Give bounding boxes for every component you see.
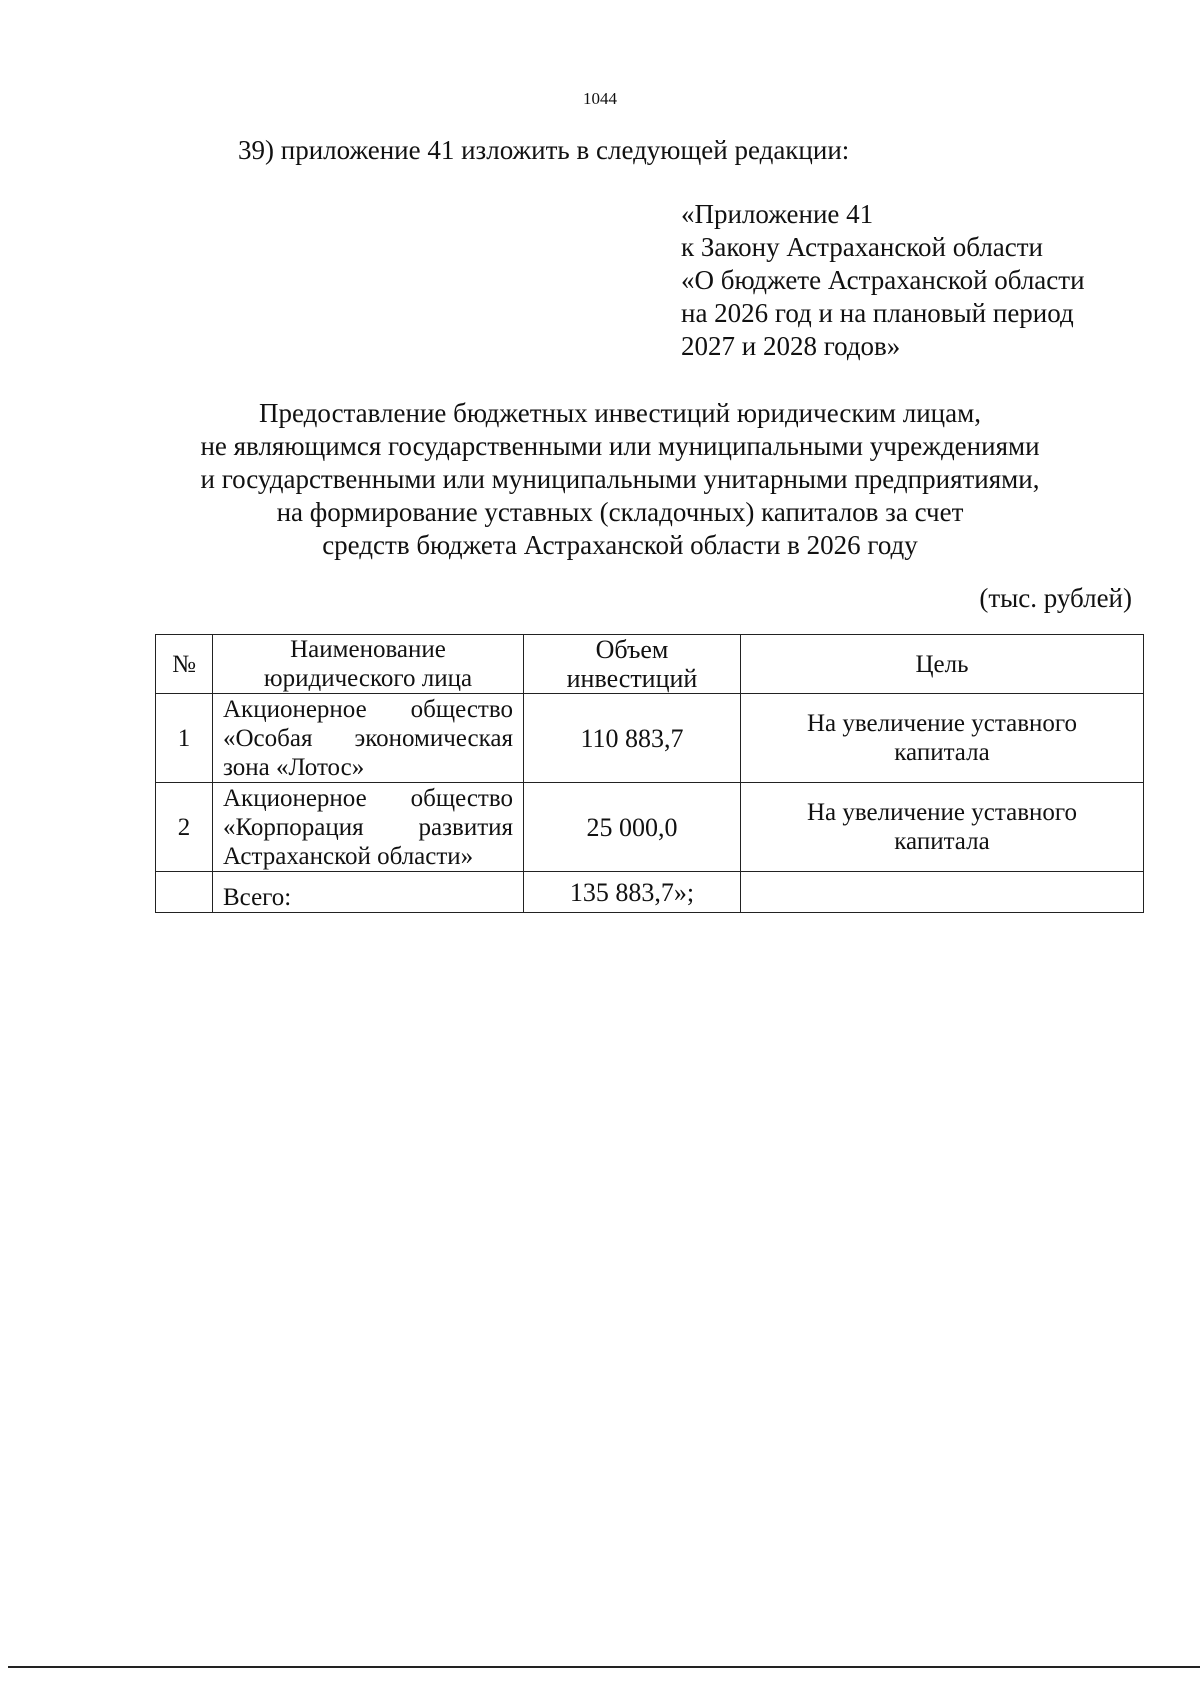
row-amount: 110 883,7 — [524, 694, 741, 783]
total-label: Всего: — [213, 872, 524, 913]
row-entity-name — [213, 694, 524, 783]
table-total-row — [156, 872, 1144, 913]
appendix-header — [681, 198, 1085, 363]
table-row — [156, 783, 1144, 872]
header-num: № — [156, 635, 213, 694]
header-name-line: юридического лица — [263, 665, 473, 692]
entity-name-line: «Корпорация развития — [223, 813, 513, 841]
entity-name-line: «Особая экономическая — [223, 724, 513, 752]
total-num-cell — [156, 872, 213, 913]
purpose-line: На увеличение уставного — [806, 799, 1078, 826]
title-line: средств бюджета Астраханской области в 2026 году — [322, 530, 918, 560]
row-entity-name — [213, 783, 524, 872]
header-name-line: Наименование — [290, 636, 446, 663]
row-amount: 25 000,0 — [524, 783, 741, 872]
appendix-header-line: «О бюджете Астраханской области — [681, 265, 1085, 295]
entity-name-line: Акционерное общество — [223, 695, 513, 723]
entity-name-line: зона «Лотос» — [223, 753, 365, 781]
header-amount-line: Объем — [595, 635, 669, 664]
total-amount: 135 883,7»; — [524, 872, 741, 913]
row-num: 2 — [156, 783, 213, 872]
appendix-header-line: к Закону Астраханской области — [681, 232, 1044, 262]
purpose-line: На увеличение уставного — [806, 710, 1078, 737]
amendment-intro: 39) приложение 41 изложить в следующей редакции: — [238, 135, 850, 165]
document-title — [150, 397, 1090, 562]
header-purpose: Цель — [741, 635, 1144, 694]
table-row — [156, 694, 1144, 783]
row-num: 1 — [156, 694, 213, 783]
total-purpose-cell — [741, 872, 1144, 913]
row-purpose — [741, 783, 1144, 872]
header-amount — [524, 635, 741, 694]
table-header-row — [156, 635, 1144, 694]
header-amount-line: инвестиций — [566, 664, 698, 693]
title-line: Предоставление бюджетных инвестиций юридическим лицам, — [259, 398, 981, 428]
title-line: и государственными или муниципальными унитарными предприятиями, — [200, 464, 1040, 494]
appendix-header-line: «Приложение 41 — [681, 199, 874, 229]
header-name — [213, 635, 524, 694]
entity-name-line: Акционерное общество — [223, 784, 513, 812]
title-line: на формирование уставных (складочных) капиталов за счет — [276, 497, 964, 527]
purpose-line: капитала — [894, 739, 990, 766]
row-purpose — [741, 694, 1144, 783]
page-number: 1044 — [583, 89, 617, 108]
appendix-header-line: на 2026 год и на плановый период — [681, 298, 1074, 328]
title-line: не являющимся государственными или муниципальными учреждениями — [200, 431, 1040, 461]
investment-table — [155, 634, 1144, 913]
appendix-header-line: 2027 и 2028 годов» — [681, 331, 901, 361]
purpose-line: капитала — [894, 828, 990, 855]
unit-label: (тыс. рублей) — [979, 583, 1132, 613]
bottom-rule — [8, 1666, 1200, 1668]
entity-name-line: Астраханской области» — [223, 842, 474, 870]
